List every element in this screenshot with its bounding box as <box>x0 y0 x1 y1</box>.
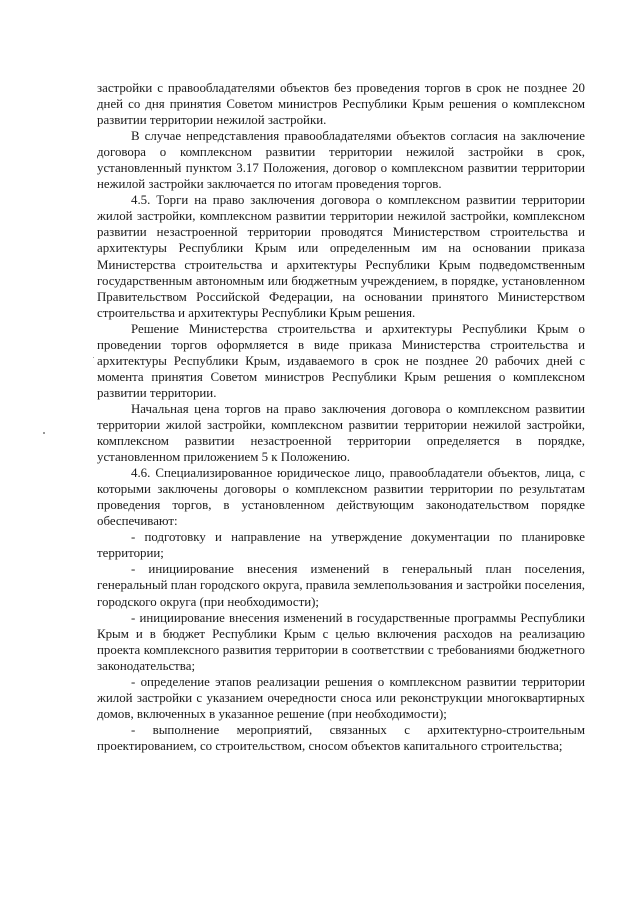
paragraph-continuation: застройки с правообладателями объектов без проведения торгов в срок не позднее 20 дней со дня принятия Советом министров Республики Крым решения о комплексном развитии территории нежилой застройки. <box>97 81 585 128</box>
list-item-design-works: - выполнение мероприятий, связанных с архитектурно-строительным проектированием, со строительством, сносом объектов капитального строительства; <box>97 722 585 753</box>
paragraph-no-consent: В случае непредставления правообладателями объектов согласия на заключение договора о комплексном развитии территории нежилой застройки в срок, установленный пунктом 3.17 Положения, договор о комплексном развитии территории нежилой застройки заключается по итогам проведения торгов. <box>97 129 585 192</box>
scan-speck <box>43 432 45 434</box>
list-item-stages: - определение этапов реализации решения о комплексном развитии территории жилой застройки с указанием очередности сноса или реконструкции многоквартирных домов, включенных в указанное решение (при необходимости); <box>97 674 585 721</box>
document-page <box>97 80 585 754</box>
paragraph-ministry-decision: Решение Министерства строительства и архитектуры Республики Крым о проведении торгов оформляется в виде приказа Министерства строительства и архитектуры Республики Крым, издаваемого в срок не позднее 20 рабочих дней с момента принятия Советом министров Республики Крым решения о комплексном развитии территории. <box>97 321 585 400</box>
list-item-planning-docs: - подготовку и направление на утверждение документации по планировке территории; <box>97 530 585 561</box>
list-item-master-plan: - инициирование внесения изменений в генеральный план поселения, генеральный план городского округа, правила землепользования и застройки поселения, городского округа (при необходимости); <box>97 562 585 609</box>
paragraph-starting-price: Начальная цена торгов на право заключения договора о комплексном развитии территории жилой застройки, комплексном развитии территории нежилой застройки, комплексном развитии незастроенной территории определяется в порядке, установленном приложением 5 к Положению. <box>97 401 585 465</box>
paragraph-4-6: 4.6. Специализированное юридическое лицо, правообладатели объектов, лица, с которыми заключены договоры о комплексном развитии территории по результатам проведения торгов, в установленном действующим законодательством порядке обеспечивают: <box>97 466 585 529</box>
paragraph-4-5: 4.5. Торги на право заключения договора о комплексном развитии территории жилой застройки, комплексном развитии территории нежилой застройки, комплексном развитии незастроенной территории проводятся Министерством строительства и архитектуры Республики Крым или определенным им на основании приказа Министерства строительства и архитектуры Республики Крым подведомственным государственным автономным или бюджетным учреждением, в порядке, установленном Правительством Российской Федерации, на основании принятого Министерством строительства и архитектуры Республики Крым решения. <box>97 193 585 320</box>
list-item-state-programs: - инициирование внесения изменений в государственные программы Республики Крым и в бюджет Республики Крым с целью включения расходов на реализацию проекта комплексного развития территории в соответствии с требованиями бюджетного законодательства; <box>97 610 585 673</box>
scan-speck <box>93 357 94 358</box>
